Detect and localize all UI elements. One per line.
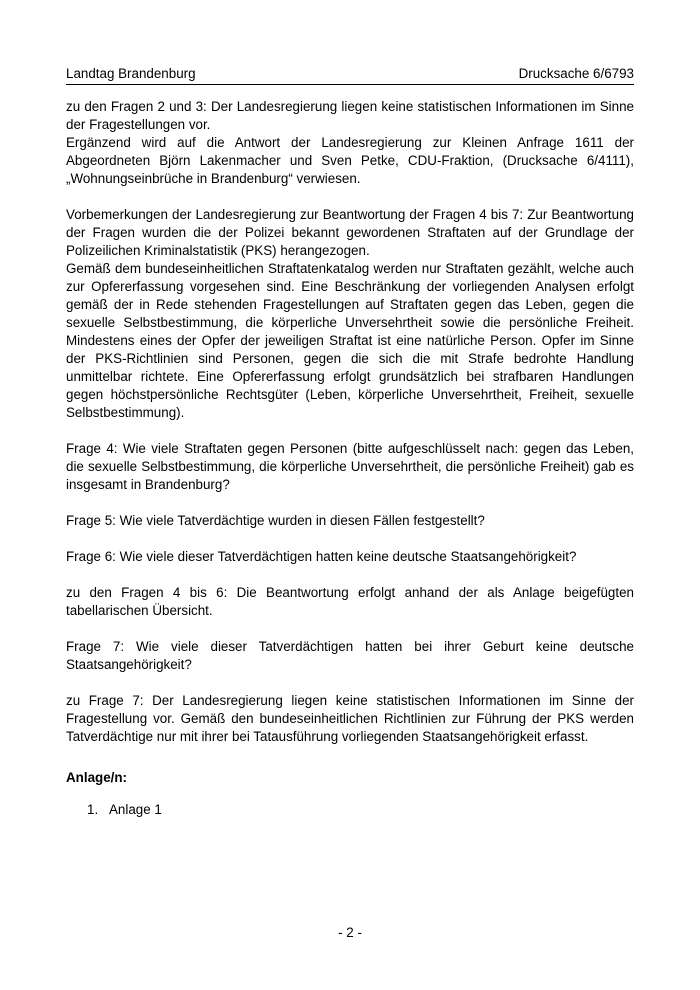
annex-list	[87, 802, 162, 817]
annex-item-number: 1.	[87, 802, 99, 817]
question-4: Frage 4: Wie viele Straftaten gegen Personen (bitte aufgeschlüsselt nach: gegen das Leben, die sexuelle Selbstbestimmung, die körperliche Unversehrtheit, die persönliche Freiheit) gab es insgesamt in Brandenburg?	[66, 441, 634, 492]
preliminary-remarks: Vorbemerkungen der Landesregierung zur Beantwortung der Fragen 4 bis 7: Zur Beantwortung der Fragen wurden die der Polizei bekannt gewordenen Straftaten auf der Grundlage der Polizeilichen Kriminalstatistik (PKS) herangezogen.	[66, 207, 634, 258]
annex-item[interactable]	[87, 802, 162, 817]
methodology-paragraph: Gemäß dem bundeseinheitlichen Straftatenkatalog werden nur Straftaten gezählt, welche auch zur Opfererfassung vorgesehen sind. Eine Beschränkung der vorliegenden Analysen erfolgt gemäß der in Rede stehenden Fragestellungen auf Straftaten gegen das Leben, gegen die sexuelle Selbstbestimmung, die körperliche Unversehrtheit sowie die persönliche Freiheit. Mindestens eines der Opfer der jeweiligen Straftat ist eine natürliche Person. Opfer im Sinne der PKS-Richtlinien sind Personen, gegen die sich die mit Strafe bedrohte Handlung unmittelbar richtete. Eine Opfererfassung erfolgt grundsätzlich bei strafbaren Handlungen gegen höchstpersönliche Rechtsgüter (Leben, körperliche Unversehrtheit, Freiheit, sexuelle Selbstbestimmung).	[66, 261, 634, 420]
answer-question-7: zu Frage 7: Der Landesregierung liegen keine statistischen Informationen im Sinne der Fragestellung vor. Gemäß den bundeseinheitlichen Richtlinien zur Führung der PKS werden Tatverdächtige nur mit ihrer bei Tatausführung vorliegenden Staatsangehörigkeit erfasst.	[66, 693, 634, 744]
annex-title: Anlage/n:	[66, 770, 128, 785]
question-6: Frage 6: Wie viele dieser Tatverdächtigen hatten keine deutsche Staatsangehörigkeit?	[66, 549, 577, 564]
header-document-number: Drucksache 6/6793	[518, 66, 634, 81]
document-body	[66, 98, 634, 746]
header-institution: Landtag Brandenburg	[66, 66, 196, 81]
annex-item-label: Anlage 1	[109, 802, 162, 817]
question-5: Frage 5: Wie viele Tatverdächtige wurden in diesen Fällen festgestellt?	[66, 513, 485, 528]
answer-questions-2-3: zu den Fragen 2 und 3: Der Landesregierung liegen keine statistischen Informationen im Sinne der Fragestellungen vor.	[66, 99, 634, 132]
page-number: - 2 -	[338, 925, 362, 940]
page-header	[66, 66, 634, 85]
question-7: Frage 7: Wie viele dieser Tatverdächtigen hatten bei ihrer Geburt keine deutsche Staatsangehörigkeit?	[66, 639, 634, 672]
answer-questions-4-6: zu den Fragen 4 bis 6: Die Beantwortung erfolgt anhand der als Anlage beigefügten tabellarischen Übersicht.	[66, 585, 634, 618]
reference-paragraph: Ergänzend wird auf die Antwort der Landesregierung zur Kleinen Anfrage 1611 der Abgeordneten Björn Lakenmacher und Sven Petke, CDU-Fraktion, (Drucksache 6/4111), „Wohnungseinbrüche in Brandenburg“ verwiesen.	[66, 135, 634, 186]
